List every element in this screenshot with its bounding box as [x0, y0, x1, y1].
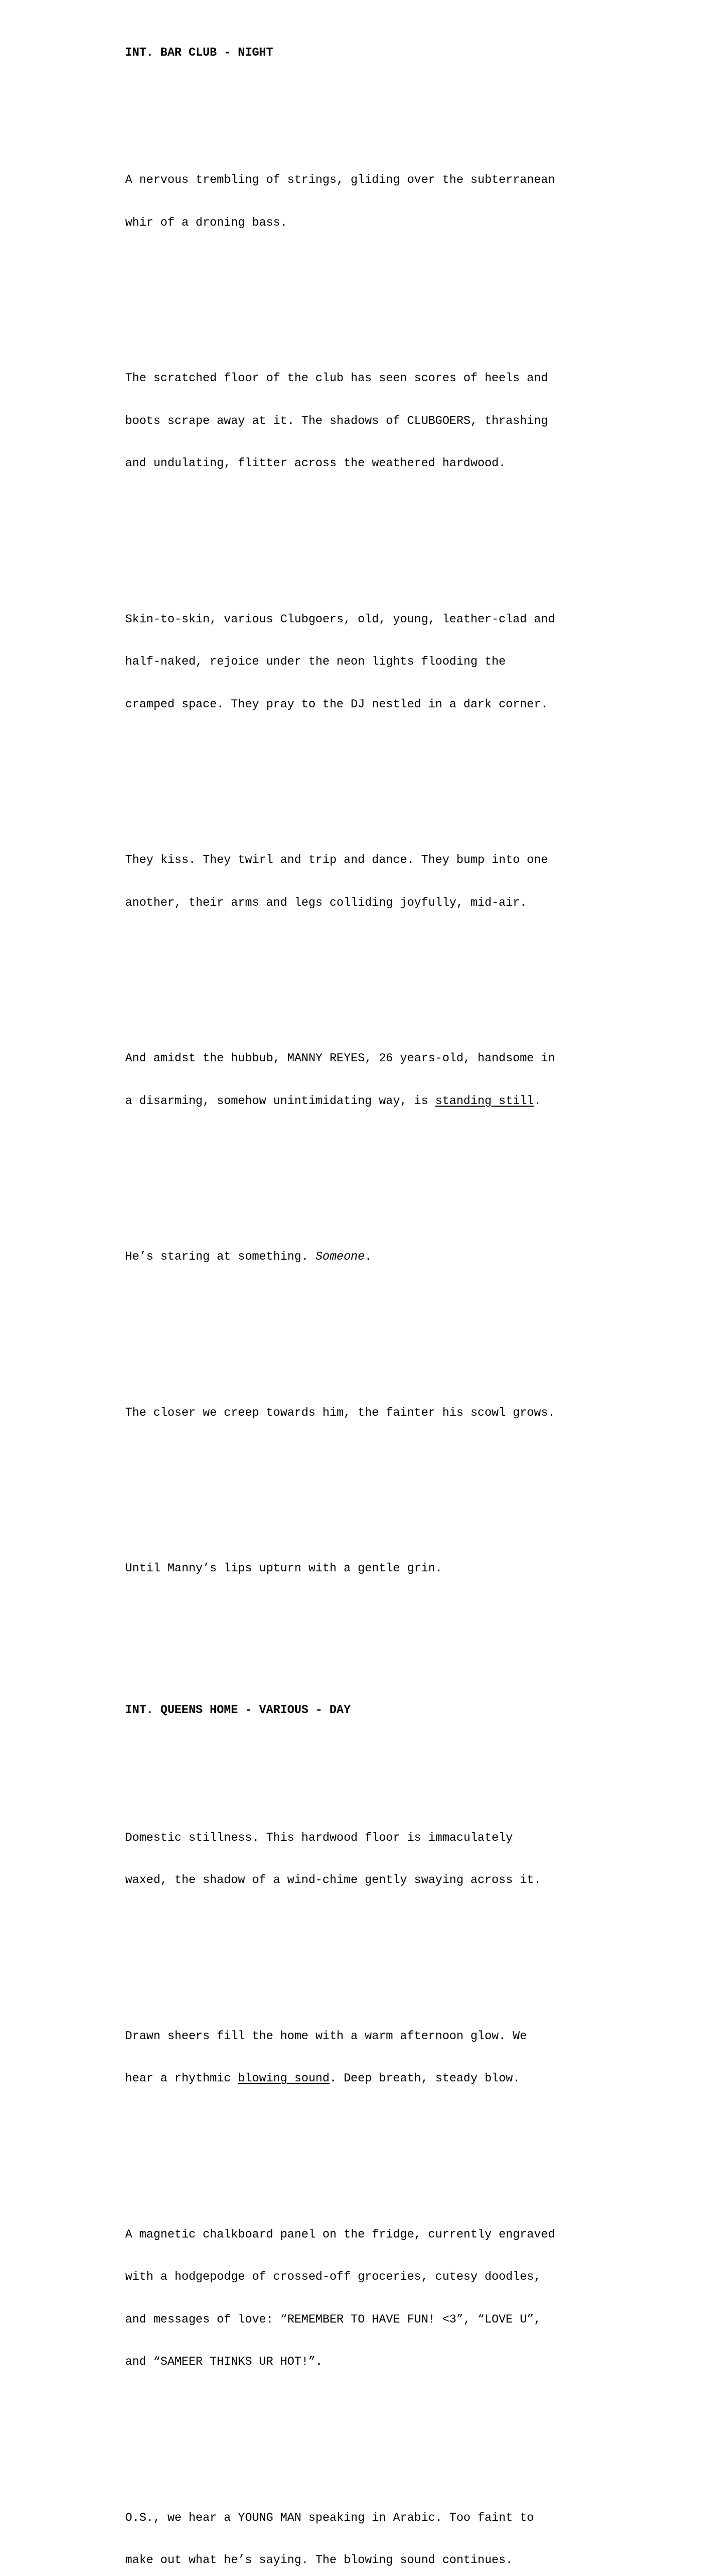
text-segment: He’s staring at something.: [125, 1250, 315, 1263]
text-segment: a disarming, somehow unintimidating way, is: [125, 1094, 435, 1108]
text-line: The closer we creep towards him, the fainter his scowl grows.: [125, 1406, 640, 1420]
underlined-text: standing still: [435, 1094, 534, 1108]
text-line: O.S., we hear a YOUNG MAN speaking in Arabic. Too faint to: [125, 2511, 640, 2526]
action-paragraph: [125, 2483, 640, 2576]
action-paragraph: [125, 145, 640, 258]
text-segment: hear a rhythmic: [125, 2072, 238, 2085]
text-line: and undulating, flitter across the weathered hardwood.: [125, 456, 640, 471]
text-line: [125, 2072, 640, 2086]
text-line: half-naked, rejoice under the neon lights flooding the: [125, 655, 640, 669]
text-line: make out what he’s saying. The blowing sound continues.: [125, 2553, 640, 2568]
action-paragraph: [125, 2001, 640, 2114]
action-paragraph: [125, 1803, 640, 1916]
text-line: [125, 1250, 640, 1264]
text-line: whir of a droning bass.: [125, 216, 640, 230]
scene-heading: INT. BAR CLUB - NIGHT: [125, 46, 640, 60]
action-paragraph: [125, 825, 640, 938]
text-line: cramped space. They pray to the DJ nestled in a dark corner.: [125, 698, 640, 712]
text-line: They kiss. They twirl and trip and dance. They bump into one: [125, 853, 640, 868]
text-segment: . Deep breath, steady blow.: [330, 2072, 520, 2085]
text-line: A magnetic chalkboard panel on the fridge, currently engraved: [125, 2228, 640, 2242]
text-line: boots scrape away at it. The shadows of CLUBGOERS, thrashing: [125, 414, 640, 429]
text-line: another, their arms and legs colliding joyfully, mid-air.: [125, 896, 640, 910]
text-line: waxed, the shadow of a wind-chime gently swaying across it.: [125, 1873, 640, 1888]
action-paragraph: [125, 1023, 640, 1137]
action-paragraph: [125, 1378, 640, 1449]
text-line: [125, 1094, 640, 1109]
action-paragraph: [125, 2199, 640, 2398]
scene-heading: INT. QUEENS HOME - VARIOUS - DAY: [125, 1703, 640, 1718]
text-line: A nervous trembling of strings, gliding over the subterranean: [125, 173, 640, 188]
text-segment: .: [534, 1094, 541, 1108]
text-line: Drawn sheers fill the home with a warm afternoon glow. We: [125, 2029, 640, 2044]
text-line: and “SAMEER THINKS UR HOT!”.: [125, 2355, 640, 2369]
text-segment: .: [365, 1250, 372, 1263]
screenplay-page: [125, 3, 640, 2576]
italic-text: Someone: [315, 1250, 365, 1263]
text-line: and messages of love: “REMEMBER TO HAVE FUN! <3”, “LOVE U”,: [125, 2313, 640, 2327]
text-line: The scratched floor of the club has seen scores of heels and: [125, 371, 640, 386]
text-line: Domestic stillness. This hardwood floor is immaculately: [125, 1831, 640, 1845]
action-paragraph: [125, 343, 640, 499]
action-paragraph: [125, 1222, 640, 1293]
action-paragraph: [125, 1533, 640, 1604]
action-paragraph: [125, 584, 640, 740]
underlined-text: blowing sound: [238, 2072, 330, 2085]
text-line: And amidst the hubbub, MANNY REYES, 26 years-old, handsome in: [125, 1052, 640, 1066]
text-line: Until Manny’s lips upturn with a gentle grin.: [125, 1562, 640, 1576]
text-line: with a hodgepodge of crossed-off groceries, cutesy doodles,: [125, 2270, 640, 2284]
text-line: Skin-to-skin, various Clubgoers, old, young, leather-clad and: [125, 613, 640, 627]
